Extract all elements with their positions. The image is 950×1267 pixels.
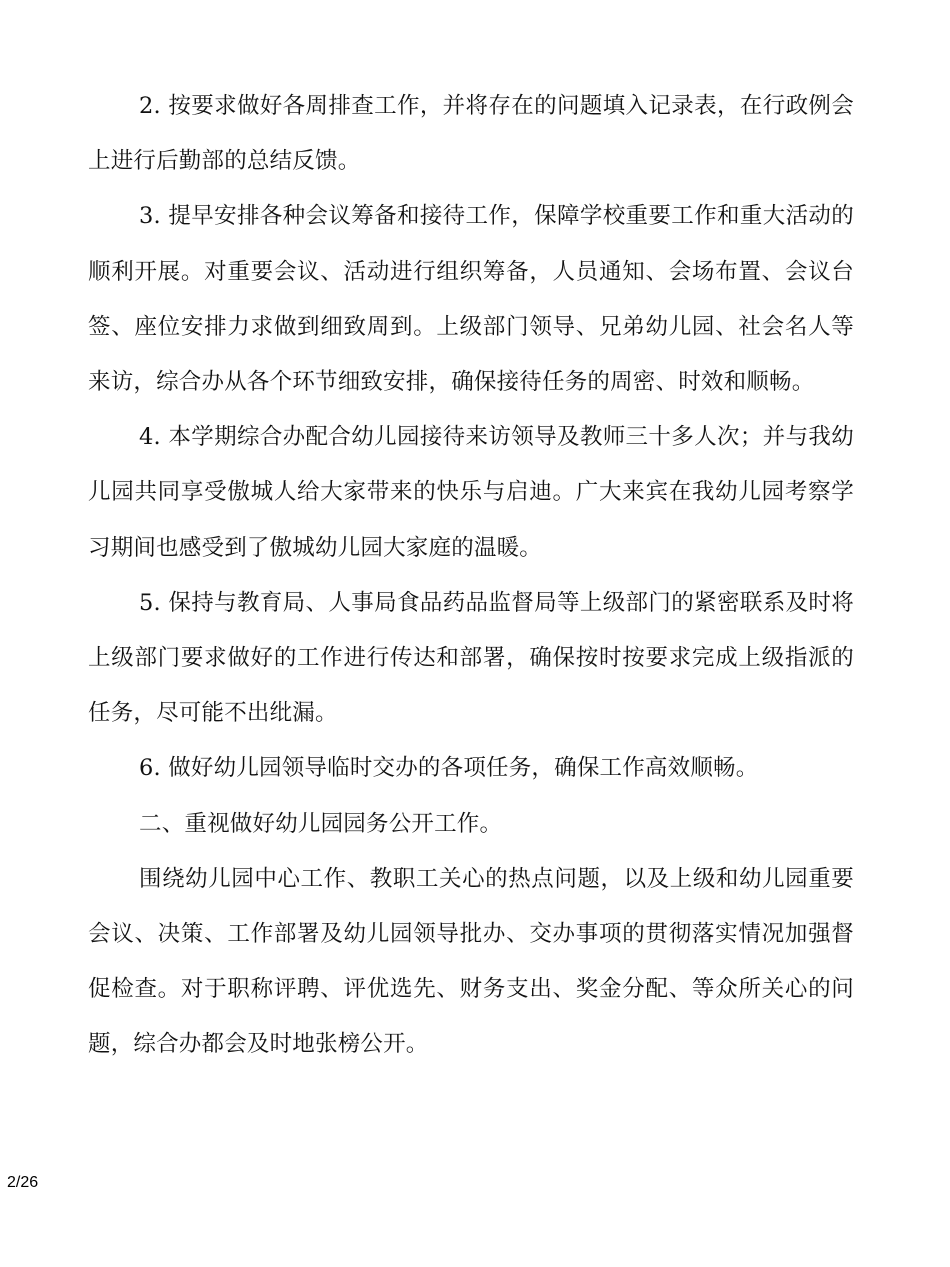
document-body (88, 79, 854, 1073)
paragraph-item-3: 3. 提早安排各种会议筹备和接待工作，保障学校重要工作和重大活动的顺利开展。对重要会议、活动进行组织筹备，人员通知、会场布置、会议台签、座位安排力求做到细致周到。上级部门领导、兄弟幼儿园、社会名人等来访，综合办从各个环节细致安排，确保接待任务的周密、时效和顺畅。 (88, 203, 854, 396)
section-heading: 二、重视做好幼儿园园务公开工作。 (139, 810, 503, 837)
page-number: 2/26 (7, 1174, 39, 1191)
paragraph-item-5: 5. 保持与教育局、人事局食品药品监督局等上级部门的紧密联系及时将上级部门要求做好的工作进行传达和部署，确保按时按要求完成上级指派的任务，尽可能不出纰漏。 (88, 589, 854, 727)
paragraph-item-4: 4. 本学期综合办配合幼儿园接待来访领导及教师三十多人次；并与我幼儿园共同享受傲城人给大家带来的快乐与启迪。广大来宾在我幼儿园考察学习期间也感受到了傲城幼儿园大家庭的温暖。 (88, 424, 854, 561)
paragraph-item-2: 2. 按要求做好各周排查工作，并将存在的问题填入记录表，在行政例会上进行后勤部的总结反馈。 (88, 93, 854, 175)
section-paragraph: 围绕幼儿园中心工作、教职工关心的热点问题，以及上级和幼儿园重要会议、决策、工作部署及幼儿园领导批办、交办事项的贯彻落实情况加强督促检查。对于职称评聘、评优选先、财务支出、奖金分配、等众所关心的问题，综合办都会及时地张榜公开。 (88, 865, 854, 1058)
paragraph-item-6: 6. 做好幼儿园领导临时交办的各项任务，确保工作高效顺畅。 (139, 755, 759, 782)
